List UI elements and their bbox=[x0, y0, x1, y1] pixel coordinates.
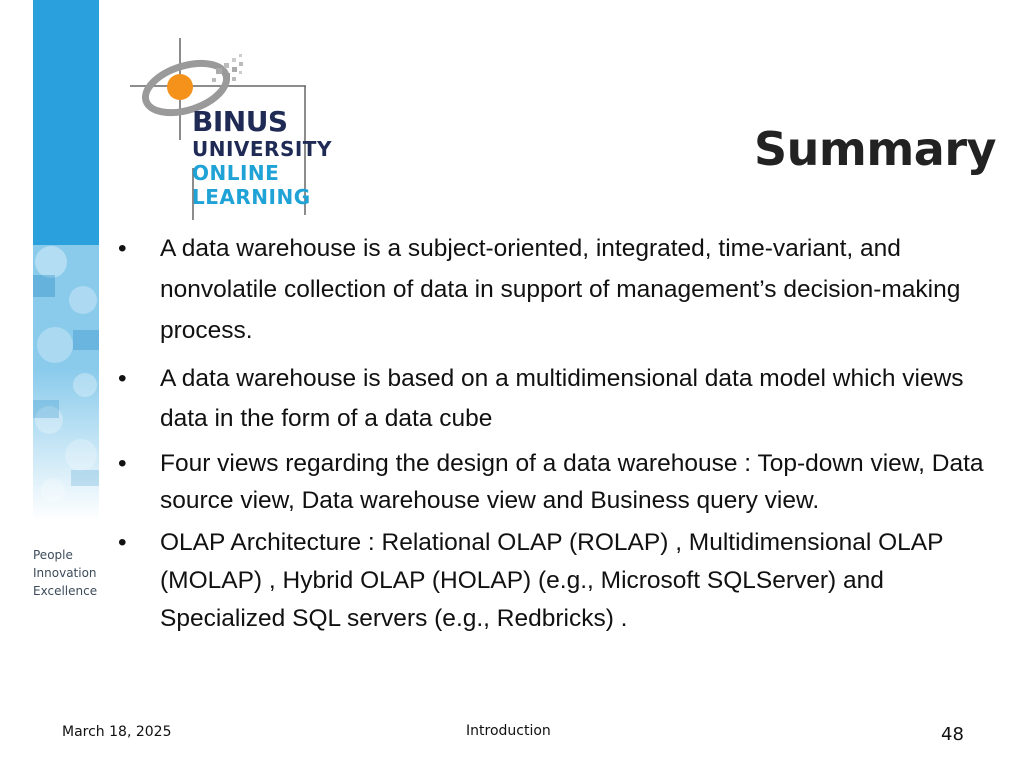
tagline bbox=[33, 546, 97, 600]
brand-university: UNIVERSITY bbox=[192, 137, 332, 161]
bullet-text: A data warehouse is based on a multidimensional data model which views data in the form of a data cube bbox=[160, 365, 964, 432]
tagline-excellence: Excellence bbox=[33, 584, 98, 598]
bullet-item bbox=[118, 359, 998, 439]
footer-section-label: Introduction bbox=[466, 723, 551, 739]
bullet-dot: • bbox=[118, 529, 127, 556]
bullet-dot: • bbox=[118, 450, 127, 477]
summary-bullet-list bbox=[118, 228, 998, 638]
bullet-dot: • bbox=[118, 235, 127, 262]
bullet-dot: • bbox=[118, 365, 127, 392]
brand-wordmark bbox=[192, 105, 332, 209]
page-number: 48 bbox=[941, 724, 964, 745]
decorative-side-strip bbox=[33, 0, 99, 520]
bullet-item bbox=[118, 445, 998, 519]
brand-learning: LEARNING bbox=[192, 185, 311, 209]
brand-online: ONLINE bbox=[192, 161, 280, 185]
bullet-text: A data warehouse is a subject-oriented, integrated, time-variant, and nonvolatile collection of data in support of management’s decision-making process. bbox=[160, 235, 961, 344]
bullet-text: Four views regarding the design of a data warehouse : Top-down view, Data source view, Data warehouse view and Business query view. bbox=[160, 450, 984, 514]
bullet-text: OLAP Architecture : Relational OLAP (ROLAP) , Multidimensional OLAP (MOLAP) , Hybrid OLAP (HOLAP) (e.g., Microsoft SQLServer) and Specialized SQL servers (e.g., Redbricks) . bbox=[160, 529, 944, 632]
tagline-innovation: Innovation bbox=[33, 566, 97, 580]
bullet-item bbox=[118, 524, 998, 638]
tagline-people: People bbox=[33, 548, 73, 562]
bullet-item bbox=[118, 228, 998, 351]
brand-binus: BINUS bbox=[192, 105, 288, 138]
footer-date: March 18, 2025 bbox=[62, 724, 172, 740]
slide-title: Summary bbox=[754, 122, 996, 176]
